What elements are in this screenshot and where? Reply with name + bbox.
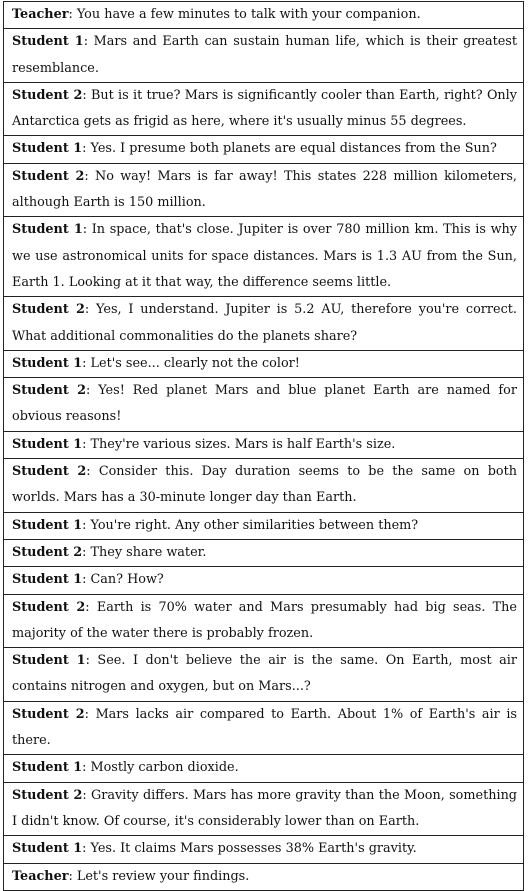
utterance-text: : You're right. Any other similarities between them? (82, 517, 419, 533)
dialogue-row (4, 594, 524, 648)
dialogue-row (4, 701, 524, 755)
dialogue-row (4, 836, 524, 863)
dialogue-cell (4, 539, 524, 566)
dialogue-row (4, 567, 524, 594)
speaker-label: Student 2 (12, 599, 86, 615)
dialogue-cell (4, 163, 524, 217)
utterance-text: : Yes. I presume both planets are equal distances from the Sun? (82, 141, 497, 157)
dialogue-cell (4, 297, 524, 351)
dialogue-row (4, 378, 524, 432)
dialogue-row (4, 863, 524, 890)
dialogue-cell (4, 567, 524, 594)
utterance-text: : In space, that's close. Jupiter is over 780 million km. This is why we use astronomical units for space distances. Mars is 1.3 AU from the Sun, Earth 1. Looking at it that way, the difference seems little. (12, 222, 518, 290)
dialogue-cell (4, 217, 524, 297)
speaker-label: Student 2 (12, 787, 83, 803)
speaker-label: Student 1 (12, 436, 83, 452)
utterance-text: : Mars and Earth can sustain human life, which is their greatest resemblance. (12, 34, 518, 76)
utterance-text: : Let's see... clearly not the color! (82, 355, 300, 371)
utterance-text: : Let's review your findings. (68, 868, 250, 884)
speaker-label: Student 1 (12, 517, 83, 533)
speaker-label: Student 2 (12, 706, 85, 722)
utterance-text: : You have a few minutes to talk with your companion. (68, 7, 421, 22)
utterance-text: : Yes. It claims Mars possesses 38% Earth's gravity. (82, 841, 417, 857)
utterance-text: : Gravity differs. Mars has more gravity than the Moon, something I didn't know. Of course, it's considerably lower than on Earth. (12, 787, 517, 829)
dialogue-cell (4, 863, 524, 890)
speaker-label: Student 2 (12, 383, 86, 399)
dialogue-row (4, 459, 524, 513)
speaker-label: Student 1 (12, 760, 83, 776)
dialogue-row (4, 782, 524, 836)
dialogue-cell (4, 836, 524, 863)
utterance-text: : Mostly carbon dioxide. (82, 760, 239, 776)
dialogue-row (4, 648, 524, 702)
dialogue-row (4, 217, 524, 297)
dialogue-cell (4, 136, 524, 163)
dialogue-row (4, 163, 524, 217)
utterance-text: : Can? How? (82, 572, 164, 588)
dialogue-cell (4, 431, 524, 458)
utterance-text: : Mars lacks air compared to Earth. About 1% of Earth's air is there. (12, 706, 517, 749)
dialogue-cell (4, 594, 524, 648)
dialogue-row (4, 82, 524, 136)
dialogue-row (4, 431, 524, 458)
speaker-label: Student 2 (12, 464, 87, 480)
dialogue-row (4, 29, 524, 83)
speaker-label: Student 1 (12, 222, 83, 238)
utterance-text: : They share water. (82, 544, 207, 560)
dialogue-cell (4, 755, 524, 782)
dialogue-cell (4, 459, 524, 513)
utterance-text: : They're various sizes. Mars is half Earth's size. (82, 436, 396, 452)
speaker-label: Student 1 (12, 572, 83, 588)
dialogue-row (4, 2, 524, 29)
utterance-text: : No way! Mars is far away! This states 228 million kilometers, although Earth is 150 million. (12, 168, 517, 211)
speaker-label: Student 2 (12, 87, 83, 103)
dialogue-cell (4, 82, 524, 136)
dialogue-row (4, 539, 524, 566)
dialogue-row (4, 755, 524, 782)
utterance-text: : But is it true? Mars is significantly cooler than Earth, right? Only Antarctica gets as frigid as here, where it's usually minus 55 degrees. (12, 87, 518, 130)
utterance-text: : Yes! Red planet Mars and blue planet Earth are named for obvious reasons! (12, 383, 517, 425)
speaker-label: Teacher (12, 868, 69, 884)
dialogue-table (3, 1, 524, 891)
utterance-text: : Yes, I understand. Jupiter is 5.2 AU, therefore you're correct. What additional commonalities do the planets share? (12, 302, 517, 344)
dialogue-cell (4, 378, 524, 432)
speaker-label: Student 1 (12, 841, 83, 857)
dialogue-cell (4, 2, 524, 29)
speaker-label: Teacher (12, 7, 69, 22)
dialogue-row (4, 512, 524, 539)
dialogue-cell (4, 512, 524, 539)
dialogue-cell (4, 29, 524, 83)
utterance-text: : Earth is 70% water and Mars presumably had big seas. The majority of the water there is probably frozen. (12, 599, 517, 641)
dialogue-cell (4, 701, 524, 755)
dialogue-cell (4, 350, 524, 377)
speaker-label: Student 2 (12, 168, 85, 184)
dialogue-row (4, 136, 524, 163)
utterance-text: : Consider this. Day duration seems to be the same on both worlds. Mars has a 30-minute longer day than Earth. (12, 464, 518, 506)
speaker-label: Student 1 (12, 355, 83, 371)
speaker-label: Student 1 (12, 141, 83, 157)
utterance-text: : See. I don't believe the air is the same. On Earth, most air contains nitrogen and oxygen, but on Mars...? (12, 653, 518, 695)
speaker-label: Student 1 (12, 34, 84, 50)
dialogue-cell (4, 782, 524, 836)
dialogue-row (4, 297, 524, 351)
speaker-label: Student 2 (12, 302, 85, 318)
dialogue-cell (4, 648, 524, 702)
speaker-label: Student 1 (12, 653, 86, 669)
speaker-label: Student 2 (12, 544, 83, 560)
dialogue-row (4, 350, 524, 377)
